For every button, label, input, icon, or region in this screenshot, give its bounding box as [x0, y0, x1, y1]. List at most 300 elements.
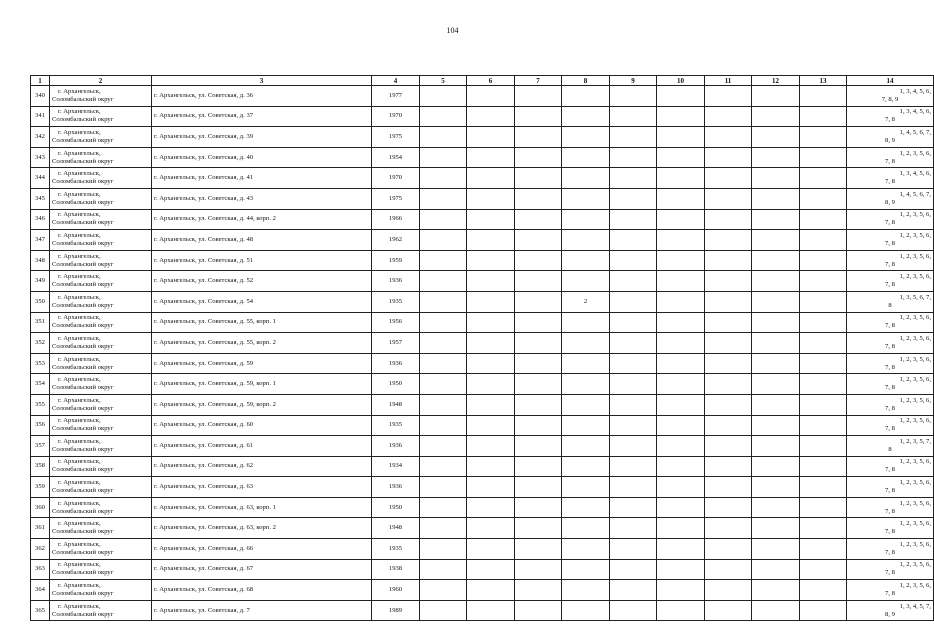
col-5-cell [420, 539, 467, 560]
col-12-cell [752, 497, 800, 518]
column-header: 1 [31, 76, 50, 86]
col-13-cell [800, 436, 847, 457]
codes-line-2: 7, 8 [885, 528, 895, 536]
col-12-cell [752, 353, 800, 374]
district-cell [50, 271, 152, 292]
col-13-cell [800, 291, 847, 312]
column-header: 6 [467, 76, 515, 86]
address-cell: г. Архангельск, ул. Советская, д. 36 [152, 86, 372, 107]
col-5-cell [420, 477, 467, 498]
codes-line-2: 7, 8 [885, 219, 895, 227]
col-10-cell [657, 394, 705, 415]
codes-cell [847, 250, 934, 271]
table-row [31, 168, 934, 189]
column-header: 13 [800, 76, 847, 86]
col-5-cell [420, 600, 467, 621]
district-cell [50, 559, 152, 580]
year-cell: 1948 [372, 394, 420, 415]
col-10-cell [657, 250, 705, 271]
col-7-cell [515, 188, 562, 209]
col-13-cell [800, 127, 847, 148]
codes-line-2: 7, 8 [885, 548, 895, 556]
year-cell: 1938 [372, 559, 420, 580]
district-cell [50, 477, 152, 498]
year-cell: 1935 [372, 291, 420, 312]
row-number-cell: 342 [31, 127, 50, 148]
col-10-cell [657, 456, 705, 477]
col-7-cell [515, 600, 562, 621]
col-11-cell [705, 580, 752, 601]
col-7-cell [515, 209, 562, 230]
col-9-cell [610, 374, 657, 395]
column-header: 8 [562, 76, 610, 86]
district-city: г. Архангельск, [58, 149, 101, 157]
col-11-cell [705, 436, 752, 457]
col-12-cell [752, 230, 800, 251]
col-9-cell [610, 188, 657, 209]
col-6-cell [467, 353, 515, 374]
col-7-cell [515, 127, 562, 148]
address-cell: г. Архангельск, ул. Советская, д. 66 [152, 539, 372, 560]
col-12-cell [752, 580, 800, 601]
year-cell: 1948 [372, 518, 420, 539]
col-10-cell [657, 600, 705, 621]
col-9-cell [610, 333, 657, 354]
district-city: г. Архангельск, [58, 458, 101, 466]
row-number-cell: 340 [31, 86, 50, 107]
codes-line-1: 1, 2, 3, 5, 6, [899, 273, 931, 281]
codes-line-2: 7, 8 [885, 425, 895, 433]
header-row [31, 76, 934, 86]
col-12-cell [752, 168, 800, 189]
year-cell: 1966 [372, 209, 420, 230]
codes-line-1: 1, 2, 3, 5, 6, [899, 149, 931, 157]
year-cell: 1950 [372, 374, 420, 395]
col-8-cell [562, 168, 610, 189]
col-12-cell [752, 394, 800, 415]
district-cell [50, 436, 152, 457]
col-5-cell [420, 147, 467, 168]
col-11-cell [705, 271, 752, 292]
address-cell: г. Архангельск, ул. Советская, д. 7 [152, 600, 372, 621]
col-8-cell [562, 188, 610, 209]
district-cell [50, 539, 152, 560]
codes-line-2: 7, 8 [885, 590, 895, 598]
col-8-cell [562, 477, 610, 498]
district-name: Соломбальский округ [52, 384, 114, 392]
col-7-cell [515, 291, 562, 312]
table-row [31, 600, 934, 621]
column-header: 9 [610, 76, 657, 86]
codes-line-2: 7, 8, 9 [881, 95, 899, 103]
year-cell: 1989 [372, 600, 420, 621]
col-9-cell [610, 250, 657, 271]
col-8-cell [562, 374, 610, 395]
table-row [31, 477, 934, 498]
col-9-cell [610, 518, 657, 539]
codes-line-1: 1, 2, 3, 5, 6, [899, 561, 931, 569]
col-12-cell [752, 291, 800, 312]
col-11-cell [705, 147, 752, 168]
col-12-cell [752, 415, 800, 436]
col-8-cell: 2 [562, 291, 610, 312]
row-number-cell: 351 [31, 312, 50, 333]
col-13-cell [800, 209, 847, 230]
codes-cell [847, 497, 934, 518]
address-cell: г. Архангельск, ул. Советская, д. 59, корп. 1 [152, 374, 372, 395]
codes-line-2: 8, 9 [885, 610, 895, 618]
col-10-cell [657, 333, 705, 354]
codes-cell [847, 374, 934, 395]
col-10-cell [657, 209, 705, 230]
codes-line-2: 7, 8 [885, 363, 895, 371]
row-number-cell: 365 [31, 600, 50, 621]
year-cell: 1962 [372, 230, 420, 251]
district-cell [50, 312, 152, 333]
codes-line-1: 1, 2, 3, 5, 6, [899, 582, 931, 590]
codes-line-1: 1, 2, 3, 5, 6, [899, 499, 931, 507]
table-row [31, 456, 934, 477]
address-cell: г. Архангельск, ул. Советская, д. 43 [152, 188, 372, 209]
codes-line-1: 1, 4, 5, 6, 7, [899, 128, 931, 136]
col-9-cell [610, 230, 657, 251]
district-cell [50, 580, 152, 601]
col-12-cell [752, 312, 800, 333]
col-6-cell [467, 86, 515, 107]
codes-line-1: 1, 2, 3, 5, 6, [899, 231, 931, 239]
row-number-cell: 360 [31, 497, 50, 518]
col-7-cell [515, 168, 562, 189]
col-9-cell [610, 312, 657, 333]
col-9-cell [610, 559, 657, 580]
district-cell [50, 127, 152, 148]
row-number-cell: 364 [31, 580, 50, 601]
col-11-cell [705, 209, 752, 230]
table-row [31, 271, 934, 292]
col-12-cell [752, 600, 800, 621]
column-header: 10 [657, 76, 705, 86]
codes-cell [847, 600, 934, 621]
table-row [31, 539, 934, 560]
district-cell [50, 168, 152, 189]
col-6-cell [467, 497, 515, 518]
col-12-cell [752, 127, 800, 148]
district-city: г. Архангельск, [58, 376, 101, 384]
col-13-cell [800, 353, 847, 374]
codes-cell [847, 415, 934, 436]
col-11-cell [705, 168, 752, 189]
col-5-cell [420, 271, 467, 292]
year-cell: 1977 [372, 86, 420, 107]
district-name: Соломбальский округ [52, 569, 114, 577]
col-13-cell [800, 106, 847, 127]
district-name: Соломбальский округ [52, 507, 114, 515]
col-12-cell [752, 456, 800, 477]
col-11-cell [705, 312, 752, 333]
col-5-cell [420, 188, 467, 209]
year-cell: 1934 [372, 456, 420, 477]
district-name: Соломбальский округ [52, 239, 114, 247]
district-name: Соломбальский округ [52, 178, 114, 186]
col-6-cell [467, 168, 515, 189]
year-cell: 1970 [372, 106, 420, 127]
col-9-cell [610, 271, 657, 292]
col-8-cell [562, 456, 610, 477]
district-cell [50, 497, 152, 518]
district-city: г. Архангельск, [58, 211, 101, 219]
col-5-cell [420, 230, 467, 251]
col-9-cell [610, 86, 657, 107]
codes-cell [847, 127, 934, 148]
table-row [31, 518, 934, 539]
address-cell: г. Архангельск, ул. Советская, д. 63, корп. 1 [152, 497, 372, 518]
codes-line-1: 1, 2, 3, 5, 6, [899, 211, 931, 219]
table-row [31, 415, 934, 436]
row-number-cell: 341 [31, 106, 50, 127]
address-cell: г. Архангельск, ул. Советская, д. 63 [152, 477, 372, 498]
district-cell [50, 394, 152, 415]
table-row [31, 374, 934, 395]
column-header: 12 [752, 76, 800, 86]
col-8-cell [562, 497, 610, 518]
col-7-cell [515, 477, 562, 498]
codes-line-2: 7, 8 [885, 178, 895, 186]
col-7-cell [515, 415, 562, 436]
year-cell: 1975 [372, 188, 420, 209]
col-7-cell [515, 497, 562, 518]
address-cell: г. Архангельск, ул. Советская, д. 40 [152, 147, 372, 168]
col-6-cell [467, 188, 515, 209]
codes-line-1: 1, 2, 3, 5, 6, [899, 355, 931, 363]
row-number-cell: 358 [31, 456, 50, 477]
col-8-cell [562, 353, 610, 374]
col-5-cell [420, 415, 467, 436]
col-9-cell [610, 415, 657, 436]
year-cell: 1950 [372, 497, 420, 518]
district-city: г. Архангельск, [58, 231, 101, 239]
col-12-cell [752, 436, 800, 457]
codes-line-2: 7, 8 [885, 342, 895, 350]
codes-line-2: 7, 8 [885, 239, 895, 247]
col-13-cell [800, 333, 847, 354]
table-row [31, 394, 934, 415]
col-13-cell [800, 250, 847, 271]
row-number-cell: 345 [31, 188, 50, 209]
year-cell: 1959 [372, 250, 420, 271]
address-cell: г. Архангельск, ул. Советская, д. 62 [152, 456, 372, 477]
col-13-cell [800, 580, 847, 601]
row-number-cell: 347 [31, 230, 50, 251]
codes-line-2: 7, 8 [885, 487, 895, 495]
district-city: г. Архангельск, [58, 396, 101, 404]
district-name: Соломбальский округ [52, 445, 114, 453]
codes-line-1: 1, 2, 3, 5, 6, [899, 479, 931, 487]
col-11-cell [705, 559, 752, 580]
district-name: Соломбальский округ [52, 590, 114, 598]
district-city: г. Архангельск, [58, 87, 101, 95]
address-cell: г. Архангельск, ул. Советская, д. 39 [152, 127, 372, 148]
col-11-cell [705, 86, 752, 107]
district-name: Соломбальский округ [52, 363, 114, 371]
col-8-cell [562, 333, 610, 354]
codes-cell [847, 539, 934, 560]
district-city: г. Архангельск, [58, 355, 101, 363]
col-8-cell [562, 209, 610, 230]
col-9-cell [610, 106, 657, 127]
row-number-cell: 363 [31, 559, 50, 580]
col-5-cell [420, 168, 467, 189]
address-cell: г. Архангельск, ул. Советская, д. 67 [152, 559, 372, 580]
column-header: 5 [420, 76, 467, 86]
district-name: Соломбальский округ [52, 198, 114, 206]
codes-line-2: 7, 8 [885, 384, 895, 392]
table-row [31, 86, 934, 107]
district-city: г. Архангельск, [58, 582, 101, 590]
district-city: г. Архангельск, [58, 479, 101, 487]
codes-cell [847, 518, 934, 539]
col-6-cell [467, 333, 515, 354]
district-name: Соломбальский округ [52, 487, 114, 495]
col-12-cell [752, 559, 800, 580]
row-number-cell: 355 [31, 394, 50, 415]
address-cell: г. Архангельск, ул. Советская, д. 55, корп. 1 [152, 312, 372, 333]
col-13-cell [800, 600, 847, 621]
col-7-cell [515, 436, 562, 457]
table-row [31, 209, 934, 230]
codes-cell [847, 559, 934, 580]
row-number-cell: 344 [31, 168, 50, 189]
year-cell: 1936 [372, 271, 420, 292]
col-8-cell [562, 230, 610, 251]
district-cell [50, 374, 152, 395]
col-8-cell [562, 580, 610, 601]
col-7-cell [515, 147, 562, 168]
col-11-cell [705, 415, 752, 436]
year-cell: 1957 [372, 333, 420, 354]
codes-cell [847, 168, 934, 189]
col-5-cell [420, 518, 467, 539]
col-10-cell [657, 539, 705, 560]
col-7-cell [515, 86, 562, 107]
col-12-cell [752, 271, 800, 292]
column-header: 4 [372, 76, 420, 86]
col-7-cell [515, 394, 562, 415]
col-6-cell [467, 291, 515, 312]
page-number: 104 [446, 26, 459, 35]
col-13-cell [800, 518, 847, 539]
codes-line-2: 7, 8 [885, 404, 895, 412]
col-10-cell [657, 147, 705, 168]
year-cell: 1935 [372, 539, 420, 560]
col-6-cell [467, 106, 515, 127]
col-13-cell [800, 415, 847, 436]
column-header: 2 [50, 76, 152, 86]
district-name: Соломбальский округ [52, 219, 114, 227]
table-row [31, 436, 934, 457]
district-city: г. Архангельск, [58, 108, 101, 116]
codes-cell [847, 312, 934, 333]
year-cell: 1956 [372, 312, 420, 333]
col-7-cell [515, 374, 562, 395]
col-7-cell [515, 353, 562, 374]
district-city: г. Архангельск, [58, 417, 101, 425]
col-10-cell [657, 106, 705, 127]
col-10-cell [657, 477, 705, 498]
row-number-cell: 357 [31, 436, 50, 457]
codes-line-1: 1, 2, 3, 5, 6, [899, 417, 931, 425]
col-9-cell [610, 539, 657, 560]
col-7-cell [515, 580, 562, 601]
col-12-cell [752, 333, 800, 354]
col-6-cell [467, 250, 515, 271]
table-row [31, 147, 934, 168]
codes-line-2: 8 [888, 445, 892, 453]
row-number-cell: 353 [31, 353, 50, 374]
col-9-cell [610, 127, 657, 148]
col-11-cell [705, 394, 752, 415]
col-11-cell [705, 353, 752, 374]
district-city: г. Архангельск, [58, 170, 101, 178]
district-city: г. Архангельск, [58, 520, 101, 528]
col-6-cell [467, 456, 515, 477]
col-9-cell [610, 168, 657, 189]
codes-line-2: 7, 8 [885, 157, 895, 165]
table-row [31, 188, 934, 209]
district-cell [50, 209, 152, 230]
codes-line-2: 7, 8 [885, 507, 895, 515]
codes-cell [847, 86, 934, 107]
address-cell: г. Архангельск, ул. Советская, д. 44, корп. 2 [152, 209, 372, 230]
codes-cell [847, 106, 934, 127]
col-5-cell [420, 250, 467, 271]
col-8-cell [562, 539, 610, 560]
district-city: г. Архангельск, [58, 314, 101, 322]
col-5-cell [420, 497, 467, 518]
col-13-cell [800, 456, 847, 477]
col-8-cell [562, 559, 610, 580]
codes-cell [847, 456, 934, 477]
row-number-cell: 356 [31, 415, 50, 436]
col-7-cell [515, 250, 562, 271]
district-cell [50, 600, 152, 621]
address-cell: г. Архангельск, ул. Советская, д. 59, корп. 2 [152, 394, 372, 415]
codes-line-1: 1, 3, 4, 5, 7, [899, 602, 931, 610]
col-10-cell [657, 188, 705, 209]
col-5-cell [420, 312, 467, 333]
col-13-cell [800, 312, 847, 333]
codes-line-1: 1, 2, 3, 5, 6, [899, 376, 931, 384]
district-city: г. Архангельск, [58, 499, 101, 507]
table-row [31, 291, 934, 312]
row-number-cell: 361 [31, 518, 50, 539]
table-row [31, 312, 934, 333]
col-10-cell [657, 559, 705, 580]
district-city: г. Архангельск, [58, 602, 101, 610]
col-12-cell [752, 188, 800, 209]
table-row [31, 333, 934, 354]
district-name: Соломбальский округ [52, 404, 114, 412]
col-5-cell [420, 106, 467, 127]
col-13-cell [800, 539, 847, 560]
col-6-cell [467, 271, 515, 292]
year-cell: 1935 [372, 415, 420, 436]
col-5-cell [420, 86, 467, 107]
col-6-cell [467, 600, 515, 621]
codes-line-2: 7, 8 [885, 260, 895, 268]
col-10-cell [657, 168, 705, 189]
col-9-cell [610, 394, 657, 415]
codes-cell [847, 188, 934, 209]
